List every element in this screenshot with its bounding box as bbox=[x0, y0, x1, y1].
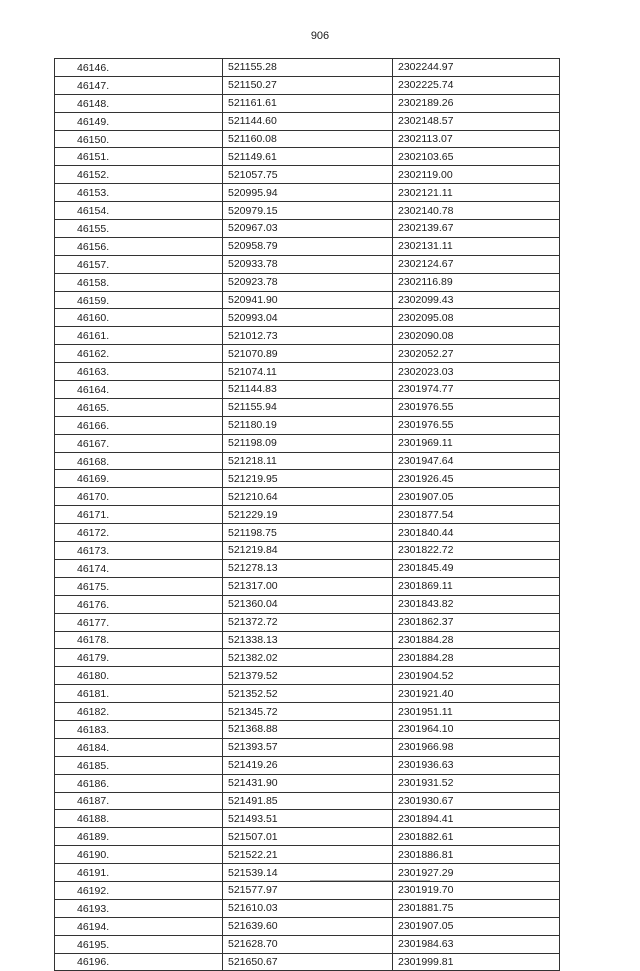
x-coordinate-cell: 521338.13 bbox=[223, 631, 393, 649]
table-row bbox=[55, 148, 560, 166]
x-coordinate-cell: 521491.85 bbox=[223, 792, 393, 810]
x-coordinate-cell: 521650.67 bbox=[223, 953, 393, 971]
page-number: 906 bbox=[310, 30, 330, 42]
point-number-cell: 46178. bbox=[55, 631, 223, 649]
y-coordinate-cell: 2301930.67 bbox=[393, 792, 560, 810]
y-coordinate-cell: 2302119.00 bbox=[393, 166, 560, 184]
table-row bbox=[55, 864, 560, 882]
x-coordinate-cell: 521372.72 bbox=[223, 613, 393, 631]
y-coordinate-cell: 2301907.05 bbox=[393, 488, 560, 506]
table-row bbox=[55, 112, 560, 130]
table-row bbox=[55, 506, 560, 524]
table-row bbox=[55, 774, 560, 792]
x-coordinate-cell: 521012.73 bbox=[223, 327, 393, 345]
x-coordinate-cell: 521382.02 bbox=[223, 649, 393, 667]
table-row bbox=[55, 345, 560, 363]
table-row bbox=[55, 649, 560, 667]
point-number-cell: 46185. bbox=[55, 756, 223, 774]
table-row bbox=[55, 130, 560, 148]
point-number-cell: 46181. bbox=[55, 685, 223, 703]
point-number-cell: 46150. bbox=[55, 130, 223, 148]
y-coordinate-cell: 2301926.45 bbox=[393, 470, 560, 488]
x-coordinate-cell: 521161.61 bbox=[223, 94, 393, 112]
x-coordinate-cell: 521431.90 bbox=[223, 774, 393, 792]
table-row bbox=[55, 94, 560, 112]
table-row bbox=[55, 398, 560, 416]
point-number-cell: 46153. bbox=[55, 184, 223, 202]
y-coordinate-cell: 2301904.52 bbox=[393, 667, 560, 685]
x-coordinate-cell: 521150.27 bbox=[223, 76, 393, 94]
point-number-cell: 46172. bbox=[55, 524, 223, 542]
point-number-cell: 46167. bbox=[55, 434, 223, 452]
y-coordinate-cell: 2301884.28 bbox=[393, 631, 560, 649]
point-number-cell: 46149. bbox=[55, 112, 223, 130]
y-coordinate-cell: 2302124.67 bbox=[393, 255, 560, 273]
y-coordinate-cell: 2302052.27 bbox=[393, 345, 560, 363]
point-number-cell: 46170. bbox=[55, 488, 223, 506]
point-number-cell: 46196. bbox=[55, 953, 223, 971]
table-row bbox=[55, 846, 560, 864]
y-coordinate-cell: 2301907.05 bbox=[393, 917, 560, 935]
x-coordinate-cell: 521628.70 bbox=[223, 935, 393, 953]
point-number-cell: 46146. bbox=[55, 59, 223, 77]
y-coordinate-cell: 2301974.77 bbox=[393, 381, 560, 399]
point-number-cell: 46169. bbox=[55, 470, 223, 488]
point-number-cell: 46160. bbox=[55, 309, 223, 327]
table-row bbox=[55, 667, 560, 685]
point-number-cell: 46190. bbox=[55, 846, 223, 864]
table-row bbox=[55, 166, 560, 184]
x-coordinate-cell: 521345.72 bbox=[223, 703, 393, 721]
y-coordinate-cell: 2301822.72 bbox=[393, 542, 560, 560]
table-row bbox=[55, 559, 560, 577]
x-coordinate-cell: 521210.64 bbox=[223, 488, 393, 506]
y-coordinate-cell: 2302244.97 bbox=[393, 59, 560, 77]
table-row bbox=[55, 810, 560, 828]
table-row bbox=[55, 953, 560, 971]
table-row bbox=[55, 524, 560, 542]
point-number-cell: 46155. bbox=[55, 220, 223, 238]
table-row bbox=[55, 184, 560, 202]
y-coordinate-cell: 2302225.74 bbox=[393, 76, 560, 94]
y-coordinate-cell: 2302131.11 bbox=[393, 237, 560, 255]
x-coordinate-cell: 520993.04 bbox=[223, 309, 393, 327]
point-number-cell: 46163. bbox=[55, 363, 223, 381]
table-row bbox=[55, 202, 560, 220]
table-row bbox=[55, 542, 560, 560]
y-coordinate-cell: 2301931.52 bbox=[393, 774, 560, 792]
x-coordinate-cell: 521507.01 bbox=[223, 828, 393, 846]
x-coordinate-cell: 521057.75 bbox=[223, 166, 393, 184]
point-number-cell: 46193. bbox=[55, 899, 223, 917]
x-coordinate-cell: 521278.13 bbox=[223, 559, 393, 577]
y-coordinate-cell: 2301947.64 bbox=[393, 452, 560, 470]
point-number-cell: 46165. bbox=[55, 398, 223, 416]
table-row bbox=[55, 452, 560, 470]
x-coordinate-cell: 521393.57 bbox=[223, 738, 393, 756]
x-coordinate-cell: 521610.03 bbox=[223, 899, 393, 917]
y-coordinate-cell: 2302116.89 bbox=[393, 273, 560, 291]
point-number-cell: 46171. bbox=[55, 506, 223, 524]
x-coordinate-cell: 521219.84 bbox=[223, 542, 393, 560]
y-coordinate-cell: 2301894.41 bbox=[393, 810, 560, 828]
table-row bbox=[55, 828, 560, 846]
y-coordinate-cell: 2302103.65 bbox=[393, 148, 560, 166]
x-coordinate-cell: 521180.19 bbox=[223, 416, 393, 434]
point-number-cell: 46195. bbox=[55, 935, 223, 953]
y-coordinate-cell: 2301845.49 bbox=[393, 559, 560, 577]
point-number-cell: 46174. bbox=[55, 559, 223, 577]
point-number-cell: 46151. bbox=[55, 148, 223, 166]
table-row bbox=[55, 470, 560, 488]
table-row bbox=[55, 220, 560, 238]
point-number-cell: 46192. bbox=[55, 881, 223, 899]
y-coordinate-cell: 2301927.29 bbox=[393, 864, 560, 882]
y-coordinate-cell: 2302140.78 bbox=[393, 202, 560, 220]
point-number-cell: 46157. bbox=[55, 255, 223, 273]
table-row bbox=[55, 327, 560, 345]
x-coordinate-cell: 520941.90 bbox=[223, 291, 393, 309]
point-number-cell: 46148. bbox=[55, 94, 223, 112]
y-coordinate-cell: 2301886.81 bbox=[393, 846, 560, 864]
point-number-cell: 46164. bbox=[55, 381, 223, 399]
point-number-cell: 46182. bbox=[55, 703, 223, 721]
table-row bbox=[55, 917, 560, 935]
x-coordinate-cell: 521360.04 bbox=[223, 595, 393, 613]
x-coordinate-cell: 521070.89 bbox=[223, 345, 393, 363]
table-row bbox=[55, 309, 560, 327]
point-number-cell: 46183. bbox=[55, 720, 223, 738]
point-number-cell: 46156. bbox=[55, 237, 223, 255]
table-row bbox=[55, 595, 560, 613]
table-row bbox=[55, 255, 560, 273]
table-row bbox=[55, 881, 560, 899]
x-coordinate-cell: 521219.95 bbox=[223, 470, 393, 488]
point-number-cell: 46162. bbox=[55, 345, 223, 363]
table-row bbox=[55, 416, 560, 434]
point-number-cell: 46180. bbox=[55, 667, 223, 685]
y-coordinate-cell: 2301862.37 bbox=[393, 613, 560, 631]
y-coordinate-cell: 2302095.08 bbox=[393, 309, 560, 327]
x-coordinate-cell: 521229.19 bbox=[223, 506, 393, 524]
x-coordinate-cell: 521379.52 bbox=[223, 667, 393, 685]
y-coordinate-cell: 2302113.07 bbox=[393, 130, 560, 148]
x-coordinate-cell: 521155.94 bbox=[223, 398, 393, 416]
x-coordinate-cell: 521218.11 bbox=[223, 452, 393, 470]
table-row bbox=[55, 899, 560, 917]
table-row bbox=[55, 76, 560, 94]
x-coordinate-cell: 521155.28 bbox=[223, 59, 393, 77]
x-coordinate-cell: 520923.78 bbox=[223, 273, 393, 291]
y-coordinate-cell: 2301966.98 bbox=[393, 738, 560, 756]
x-coordinate-cell: 520933.78 bbox=[223, 255, 393, 273]
table-row bbox=[55, 59, 560, 77]
y-coordinate-cell: 2302148.57 bbox=[393, 112, 560, 130]
point-number-cell: 46187. bbox=[55, 792, 223, 810]
point-number-cell: 46191. bbox=[55, 864, 223, 882]
y-coordinate-cell: 2301969.11 bbox=[393, 434, 560, 452]
y-coordinate-cell: 2302121.11 bbox=[393, 184, 560, 202]
x-coordinate-cell: 521419.26 bbox=[223, 756, 393, 774]
y-coordinate-cell: 2301877.54 bbox=[393, 506, 560, 524]
point-number-cell: 46154. bbox=[55, 202, 223, 220]
x-coordinate-cell: 521144.60 bbox=[223, 112, 393, 130]
point-number-cell: 46175. bbox=[55, 577, 223, 595]
y-coordinate-cell: 2301976.55 bbox=[393, 416, 560, 434]
y-coordinate-cell: 2301884.28 bbox=[393, 649, 560, 667]
x-coordinate-cell: 521198.75 bbox=[223, 524, 393, 542]
point-number-cell: 46194. bbox=[55, 917, 223, 935]
y-coordinate-cell: 2301936.63 bbox=[393, 756, 560, 774]
y-coordinate-cell: 2302139.67 bbox=[393, 220, 560, 238]
y-coordinate-cell: 2301984.63 bbox=[393, 935, 560, 953]
table-row bbox=[55, 273, 560, 291]
point-number-cell: 46186. bbox=[55, 774, 223, 792]
x-coordinate-cell: 521639.60 bbox=[223, 917, 393, 935]
x-coordinate-cell: 521493.51 bbox=[223, 810, 393, 828]
point-number-cell: 46184. bbox=[55, 738, 223, 756]
x-coordinate-cell: 521149.61 bbox=[223, 148, 393, 166]
point-number-cell: 46173. bbox=[55, 542, 223, 560]
table-row bbox=[55, 792, 560, 810]
coordinates-table bbox=[54, 58, 560, 971]
y-coordinate-cell: 2302189.26 bbox=[393, 94, 560, 112]
point-number-cell: 46161. bbox=[55, 327, 223, 345]
y-coordinate-cell: 2301882.61 bbox=[393, 828, 560, 846]
table-row bbox=[55, 577, 560, 595]
table-row bbox=[55, 434, 560, 452]
y-coordinate-cell: 2301976.55 bbox=[393, 398, 560, 416]
table-row bbox=[55, 703, 560, 721]
table-row bbox=[55, 381, 560, 399]
table-row bbox=[55, 291, 560, 309]
x-coordinate-cell: 520979.15 bbox=[223, 202, 393, 220]
point-number-cell: 46188. bbox=[55, 810, 223, 828]
point-number-cell: 46189. bbox=[55, 828, 223, 846]
x-coordinate-cell: 521144.83 bbox=[223, 381, 393, 399]
y-coordinate-cell: 2301921.40 bbox=[393, 685, 560, 703]
y-coordinate-cell: 2301919.70 bbox=[393, 881, 560, 899]
point-number-cell: 46176. bbox=[55, 595, 223, 613]
footer-rule bbox=[310, 880, 430, 881]
y-coordinate-cell: 2302023.03 bbox=[393, 363, 560, 381]
y-coordinate-cell: 2302099.43 bbox=[393, 291, 560, 309]
point-number-cell: 46152. bbox=[55, 166, 223, 184]
x-coordinate-cell: 520967.03 bbox=[223, 220, 393, 238]
table-row bbox=[55, 720, 560, 738]
x-coordinate-cell: 520958.79 bbox=[223, 237, 393, 255]
x-coordinate-cell: 521160.08 bbox=[223, 130, 393, 148]
table-row bbox=[55, 613, 560, 631]
table-row bbox=[55, 756, 560, 774]
table-row bbox=[55, 685, 560, 703]
table-row bbox=[55, 237, 560, 255]
x-coordinate-cell: 521317.00 bbox=[223, 577, 393, 595]
x-coordinate-cell: 521522.21 bbox=[223, 846, 393, 864]
table-row bbox=[55, 935, 560, 953]
coordinates-table-body bbox=[55, 59, 560, 971]
table-row bbox=[55, 488, 560, 506]
y-coordinate-cell: 2301964.10 bbox=[393, 720, 560, 738]
y-coordinate-cell: 2301951.11 bbox=[393, 703, 560, 721]
x-coordinate-cell: 521198.09 bbox=[223, 434, 393, 452]
point-number-cell: 46168. bbox=[55, 452, 223, 470]
y-coordinate-cell: 2301881.75 bbox=[393, 899, 560, 917]
point-number-cell: 46159. bbox=[55, 291, 223, 309]
point-number-cell: 46179. bbox=[55, 649, 223, 667]
x-coordinate-cell: 520995.94 bbox=[223, 184, 393, 202]
table-row bbox=[55, 631, 560, 649]
point-number-cell: 46147. bbox=[55, 76, 223, 94]
point-number-cell: 46177. bbox=[55, 613, 223, 631]
point-number-cell: 46158. bbox=[55, 273, 223, 291]
x-coordinate-cell: 521352.52 bbox=[223, 685, 393, 703]
x-coordinate-cell: 521368.88 bbox=[223, 720, 393, 738]
point-number-cell: 46166. bbox=[55, 416, 223, 434]
y-coordinate-cell: 2301999.81 bbox=[393, 953, 560, 971]
x-coordinate-cell: 521539.14 bbox=[223, 864, 393, 882]
y-coordinate-cell: 2302090.08 bbox=[393, 327, 560, 345]
y-coordinate-cell: 2301840.44 bbox=[393, 524, 560, 542]
x-coordinate-cell: 521074.11 bbox=[223, 363, 393, 381]
y-coordinate-cell: 2301843.82 bbox=[393, 595, 560, 613]
y-coordinate-cell: 2301869.11 bbox=[393, 577, 560, 595]
table-row bbox=[55, 363, 560, 381]
table-row bbox=[55, 738, 560, 756]
x-coordinate-cell: 521577.97 bbox=[223, 881, 393, 899]
